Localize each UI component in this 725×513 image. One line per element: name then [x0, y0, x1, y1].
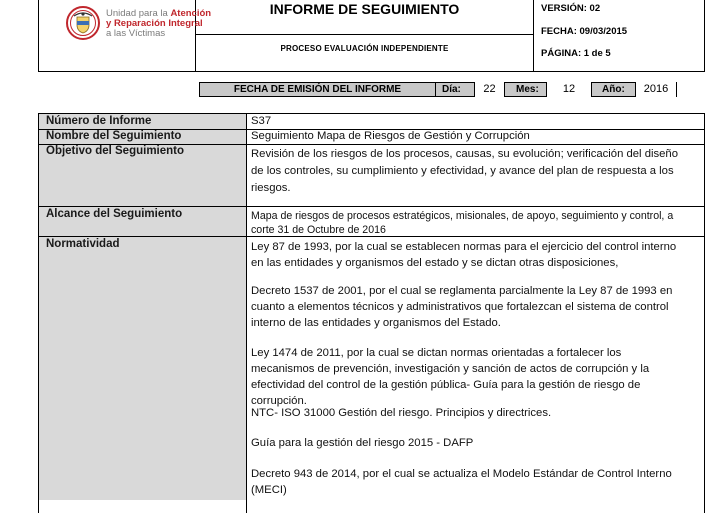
day-value: 22	[475, 82, 504, 97]
label-column	[39, 114, 246, 500]
report-number-label: Número de Informe	[46, 115, 152, 127]
regulation-item: Ley 87 de 1993, por la cual se establecen normas para el ejercicio del control interno en las entidades y organismos del estado y se dictan otras disposiciones,	[251, 241, 677, 269]
month-label: Mes:	[516, 84, 539, 95]
followup-name-value: Seguimiento Mapa de Riesgos de Gestión y Corrupción	[251, 130, 530, 142]
day-label: Día:	[442, 84, 461, 95]
year-label: Año:	[602, 84, 625, 95]
logo-line1-red: Atención	[170, 8, 212, 19]
header-divider	[195, 34, 534, 35]
scope-value: Mapa de riesgos de procesos estratégicos, misionales, de apoyo, seguimiento y control, a corte 31 de Octubre de 2016	[251, 210, 674, 236]
process-name: PROCESO EVALUACIÓN INDEPENDIENTE	[280, 44, 449, 53]
month-value: 12	[547, 82, 591, 97]
followup-name-label: Nombre del Seguimiento	[46, 130, 182, 142]
regulations-label: Normatividad	[46, 238, 120, 250]
page-label: PÁGINA: 1 de 5	[541, 48, 611, 59]
logo-line2-red-a: y	[106, 18, 112, 29]
objective-label: Objetivo del Seguimiento	[46, 145, 185, 157]
regulation-item: Ley 1474 de 2011, por la cual se dictan normas orientadas a fortalecer los mecanismos de prevención, investigación y sanción de actos de corrupción y la efectividad del control de la gestión pública- Guía para la gestión de riesgo de corrupción.	[251, 347, 650, 407]
year-value: 2016	[636, 82, 676, 97]
logo-line3-gray: a las Víctimas	[106, 28, 166, 39]
regulation-item: Decreto 1537 de 2001, por el cual se reglamenta parcialmente la Ley 87 de 1993 en cuanto a elementos técnicos y administrativos que fortalezcan el sistema de control interno de las entidades y organismos del Estado.	[251, 285, 673, 329]
version-label: VERSIÓN: 02	[541, 3, 601, 14]
logo-line1-gray: Unidad para la	[106, 8, 168, 19]
objective-value: Revisión de los riesgos de los procesos, causas, su evolución; verificación del diseño de los controles, su cumplimiento y efectividad, y avance del plan de respuesta a los riesgos.	[251, 148, 678, 194]
scope-label: Alcance del Seguimiento	[46, 208, 183, 220]
logo-line2-red-b: Reparación Integral	[113, 18, 203, 29]
date-label: FECHA: 09/03/2015	[541, 26, 628, 37]
document-title: INFORME DE SEGUIMIENTO	[269, 1, 460, 17]
regulation-item: Guía para la gestión del riesgo 2015 - DAFP	[251, 437, 474, 449]
header-divider	[533, 0, 534, 72]
emission-date-label: FECHA DE EMISIÓN DEL INFORME	[233, 84, 402, 95]
report-number-value: S37	[251, 115, 272, 127]
colombia-coat-of-arms-icon	[66, 6, 100, 40]
regulation-item: NTC- ISO 31000 Gestión del riesgo. Principios y directrices.	[251, 407, 552, 419]
table-divider	[246, 113, 247, 513]
regulation-item: Decreto 943 de 2014, por el cual se actualiza el Modelo Estándar de Control Interno (MECI)	[251, 468, 672, 496]
